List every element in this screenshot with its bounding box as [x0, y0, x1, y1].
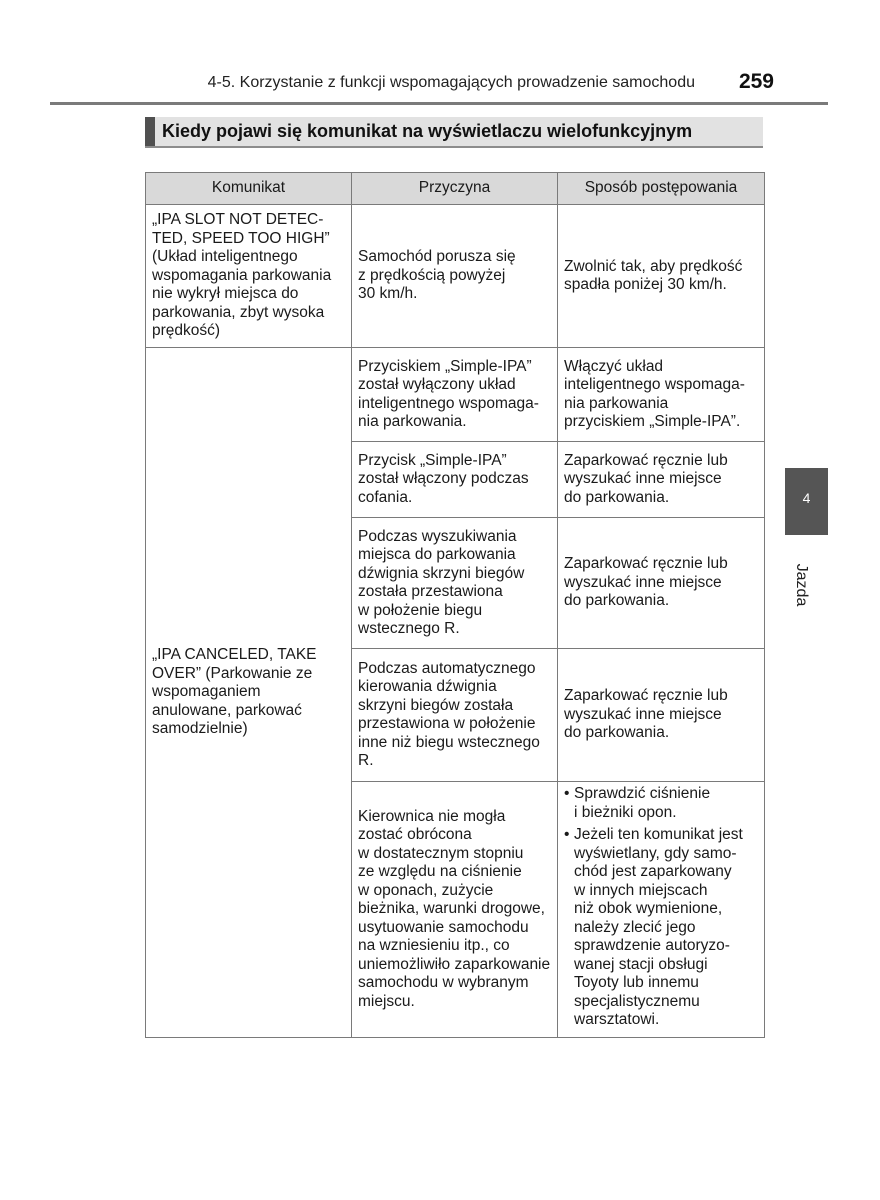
cause-text: Podczas automatycznego kierowania dźwignia skrzyni biegów została przestawiona w położenie inne niż biegu wstecznego R.: [358, 659, 540, 769]
bullet-text: Sprawdzić ciśnienie i bieżniki opon.: [574, 785, 711, 821]
section-accent-stripe: [145, 117, 155, 146]
list-item: [564, 826, 758, 1030]
cause-cell: [352, 649, 558, 782]
cause-cell: [352, 442, 558, 518]
action-text: Włączyć układ inteligentnego wspomaga- nia parkowania przyciskiem „Simple-IPA”.: [564, 357, 745, 430]
chapter-name-label: Jazda: [793, 563, 810, 607]
bullet-icon: •: [564, 785, 570, 802]
action-cell: [558, 205, 765, 348]
list-item: [564, 785, 758, 822]
bullet-text: Jeżeli ten komunikat jest wyświetlany, gdy samo- chód jest zaparkowany w innych miejscach niż obok wymienione, należy zlecić jego sprawdzenie autoryzo- wanej stacji obsługi Toyoty lub innemu specjalistycznemu warsztatowi.: [574, 826, 743, 1028]
section-title: Kiedy pojawi się komunikat na wyświetlaczu wielofunkcyjnym: [162, 121, 693, 141]
page-number: 259: [738, 70, 774, 93]
action-cell: [558, 782, 765, 1038]
cause-text: Kierownica nie mogła zostać obrócona w dostatecznym stopniu ze względu na ciśnienie w oponach, zużycie bieżnika, warunki drogowe, usytuowanie samochodu na wzniesieniu itp., co uniemożliwiło zaparkowanie samochodu w wybranym miejscu.: [358, 807, 551, 1010]
table-header-row: [146, 173, 765, 205]
cause-text: Samochód porusza się z prędkością powyżej 30 km/h.: [358, 248, 516, 303]
action-bullet-list: [564, 785, 758, 1030]
running-title: 4-5. Korzystanie z funkcji wspomagających prowadzenie samochodu: [207, 74, 695, 91]
action-text: Zwolnić tak, aby prędkość spadła poniżej 30 km/h.: [564, 257, 743, 293]
cause-cell: [352, 782, 558, 1038]
message-text: „IPA CANCELED, TAKE OVER” (Parkowanie ze wspomaganiem anulowane, parkować samodzielnie): [152, 646, 317, 738]
message-table: [145, 172, 765, 1038]
action-text: Zaparkować ręcznie lub wyszukać inne miejsce do parkowania.: [564, 687, 728, 742]
chapter-tab: [785, 468, 828, 535]
action-cell: [558, 518, 765, 649]
chapter-number: 4: [802, 490, 811, 506]
action-cell: [558, 348, 765, 442]
cause-cell: [352, 205, 558, 348]
bullet-icon: •: [564, 826, 570, 843]
action-cell: [558, 649, 765, 782]
action-text: Zaparkować ręcznie lub wyszukać inne miejsce do parkowania.: [564, 555, 728, 610]
section-heading-bar: [145, 117, 763, 148]
table-row: [146, 348, 765, 442]
action-cell: [558, 442, 765, 518]
message-cell: [146, 348, 352, 1038]
message-text: „IPA SLOT NOT DETEC- TED, SPEED TOO HIGH” (Układ inteligentnego wspomagania parkowania nie wykrył miejsca do parkowania, zbyt wysoka prędkość): [152, 211, 332, 340]
column-header-message: Komunikat: [146, 173, 352, 205]
action-text: Zaparkować ręcznie lub wyszukać inne miejsce do parkowania.: [564, 451, 728, 506]
column-header-cause: Przyczyna: [352, 173, 558, 205]
cause-cell: [352, 518, 558, 649]
message-cell: [146, 205, 352, 348]
cause-text: Przycisk „Simple-IPA” został włączony podczas cofania.: [358, 451, 529, 506]
chapter-name: [781, 565, 821, 605]
running-header: [50, 70, 828, 105]
column-header-action: Sposób postępowania: [558, 173, 765, 205]
cause-text: Podczas wyszukiwania miejsca do parkowania dźwignia skrzyni biegów została przestawiona w położenie biegu wstecznego R.: [358, 527, 525, 637]
cause-cell: [352, 348, 558, 442]
table-row: [146, 205, 765, 348]
cause-text: Przyciskiem „Simple-IPA” został wyłączony układ inteligentnego wspomaga- nia parkowania.: [358, 357, 539, 430]
